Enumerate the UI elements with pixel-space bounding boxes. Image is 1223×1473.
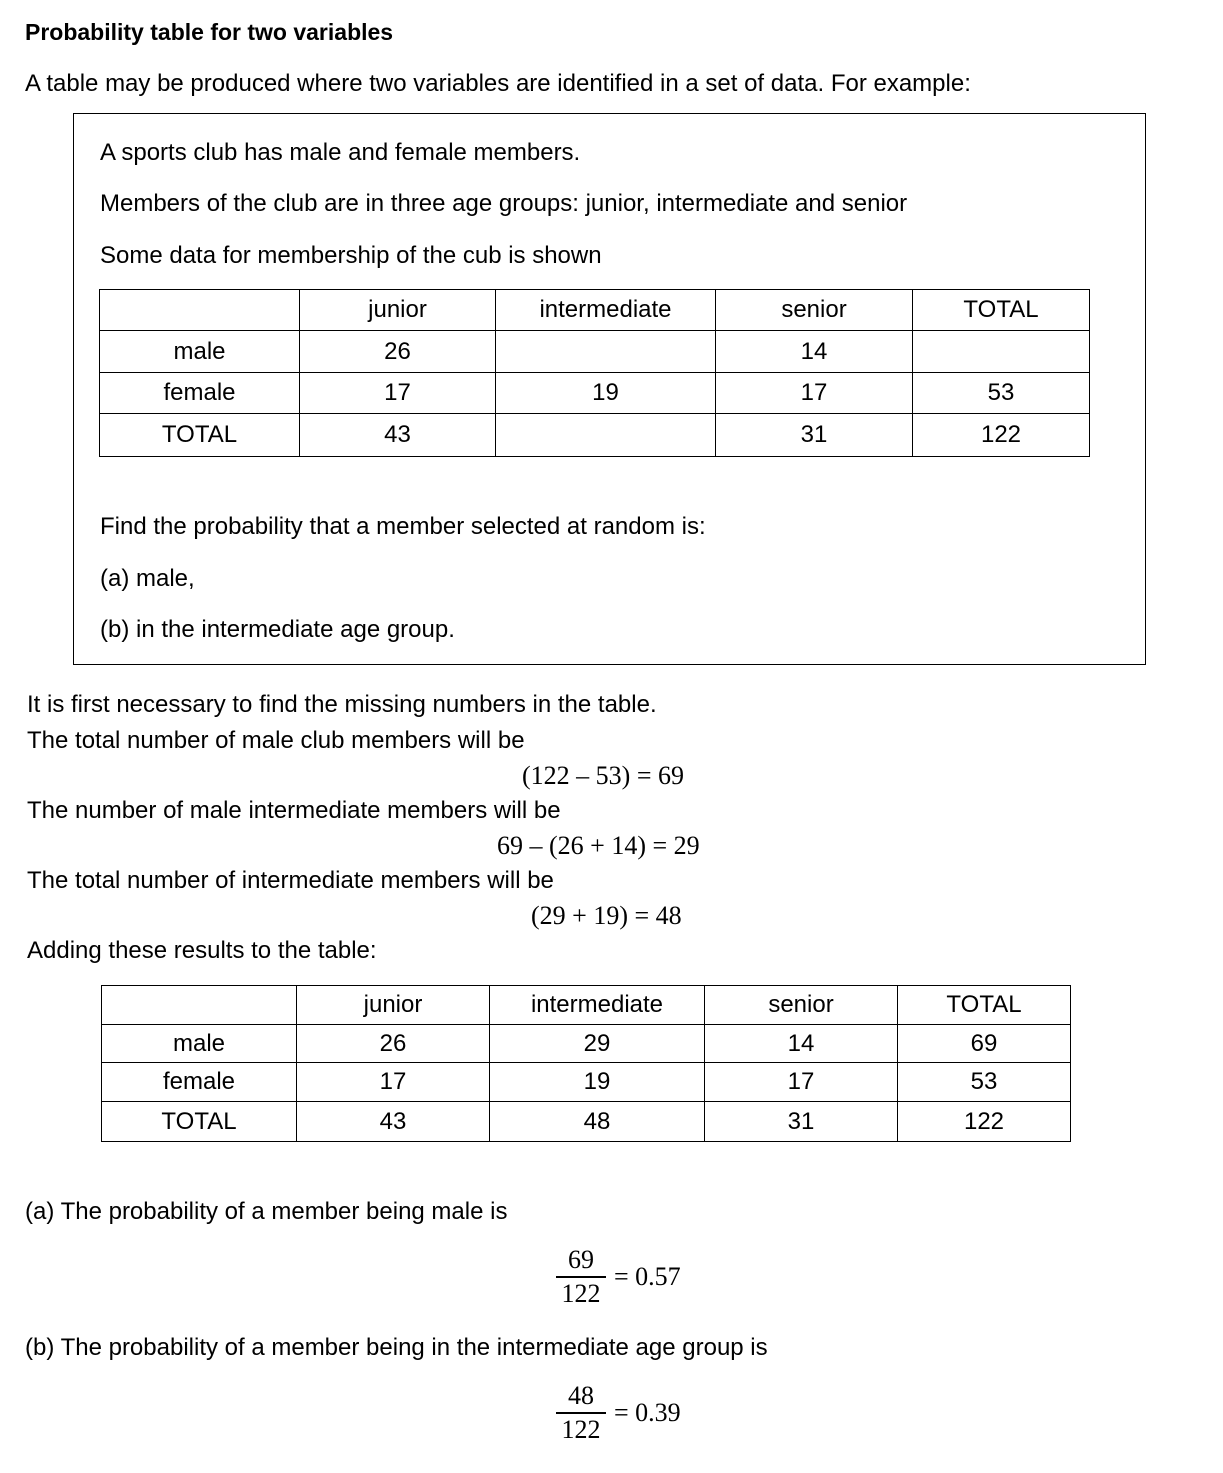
completed-table	[101, 985, 1071, 1142]
table-cell: 17	[716, 373, 913, 414]
question-text: Find the probability that a member selected at random is:	[100, 513, 706, 540]
table-cell: 19	[496, 373, 716, 414]
table-header-cell: intermediate	[496, 290, 716, 331]
fraction-a	[556, 1244, 681, 1310]
table-cell: 26	[300, 331, 496, 373]
table-cell: TOTAL	[102, 1102, 297, 1142]
table-row	[102, 1025, 1071, 1063]
table-cell: 31	[705, 1102, 898, 1142]
table-cell: male	[100, 331, 300, 373]
answer-b-text: (b) The probability of a member being in the intermediate age group is	[25, 1334, 768, 1361]
table-header-cell: senior	[705, 986, 898, 1025]
table-cell: 53	[913, 373, 1090, 414]
solution-line-3: The number of male intermediate members will be	[27, 797, 561, 824]
page-title: Probability table for two variables	[25, 19, 394, 45]
table-header-cell: TOTAL	[898, 986, 1071, 1025]
table-cell	[496, 414, 716, 457]
table-cell: 14	[716, 331, 913, 373]
table-cell: 69	[898, 1025, 1071, 1063]
solution-line-2: The total number of male club members will be	[27, 727, 525, 754]
table-cell: TOTAL	[100, 414, 300, 457]
fraction-a-numerator: 69	[568, 1245, 594, 1274]
table-row	[100, 373, 1090, 414]
table-cell: 122	[913, 414, 1090, 457]
table-header-cell	[100, 290, 300, 331]
table-cell: 17	[300, 373, 496, 414]
fraction-b-denominator: 122	[561, 1415, 601, 1444]
answer-a-text: (a) The probability of a member being male is	[25, 1198, 508, 1225]
table-header-cell: intermediate	[490, 986, 705, 1025]
example-line-1: A sports club has male and female members.	[100, 139, 581, 166]
table-row	[102, 1063, 1071, 1102]
table-cell: female	[102, 1063, 297, 1102]
table-header-row	[102, 986, 1071, 1025]
fraction-a-result: = 0.57	[614, 1262, 681, 1291]
table-row	[100, 331, 1090, 373]
table-cell: 14	[705, 1025, 898, 1063]
table-header-cell: junior	[297, 986, 490, 1025]
table-cell: 26	[297, 1025, 490, 1063]
fraction-b-result: = 0.39	[614, 1398, 681, 1427]
solution-line-1: It is first necessary to find the missing numbers in the table.	[27, 691, 657, 718]
equation-2: 69 – (26 + 14) = 29	[497, 831, 700, 860]
solution-line-5: Adding these results to the table:	[27, 937, 377, 964]
fraction-b	[556, 1380, 681, 1446]
table-cell	[496, 331, 716, 373]
table-header-cell: junior	[300, 290, 496, 331]
fraction-a-denominator: 122	[561, 1279, 601, 1308]
table-cell: 43	[300, 414, 496, 457]
table-header-cell	[102, 986, 297, 1025]
example-table	[99, 289, 1090, 457]
example-line-2: Members of the club are in three age groups: junior, intermediate and senior	[100, 190, 908, 217]
question-part-b: (b) in the intermediate age group.	[100, 616, 455, 643]
table-cell: 17	[297, 1063, 490, 1102]
table-cell: 122	[898, 1102, 1071, 1142]
table-cell: male	[102, 1025, 297, 1063]
table-cell: 31	[716, 414, 913, 457]
table-cell: 17	[705, 1063, 898, 1102]
table-cell: 29	[490, 1025, 705, 1063]
table-header-row	[100, 290, 1090, 331]
solution-line-4: The total number of intermediate members will be	[27, 867, 554, 894]
table-row	[100, 414, 1090, 457]
intro-text: A table may be produced where two variables are identified in a set of data. For example:	[25, 70, 971, 97]
example-line-3: Some data for membership of the cub is shown	[100, 242, 602, 269]
table-cell: 43	[297, 1102, 490, 1142]
table-cell: 19	[490, 1063, 705, 1102]
table-header-cell: TOTAL	[913, 290, 1090, 331]
table-row	[102, 1102, 1071, 1142]
equation-1: (122 – 53) = 69	[522, 761, 684, 790]
equation-3: (29 + 19) = 48	[531, 901, 682, 930]
table-cell: female	[100, 373, 300, 414]
table-cell: 48	[490, 1102, 705, 1142]
question-part-a: (a) male,	[100, 565, 195, 592]
table-cell: 53	[898, 1063, 1071, 1102]
table-cell	[913, 331, 1090, 373]
table-header-cell: senior	[716, 290, 913, 331]
fraction-b-numerator: 48	[568, 1381, 594, 1410]
